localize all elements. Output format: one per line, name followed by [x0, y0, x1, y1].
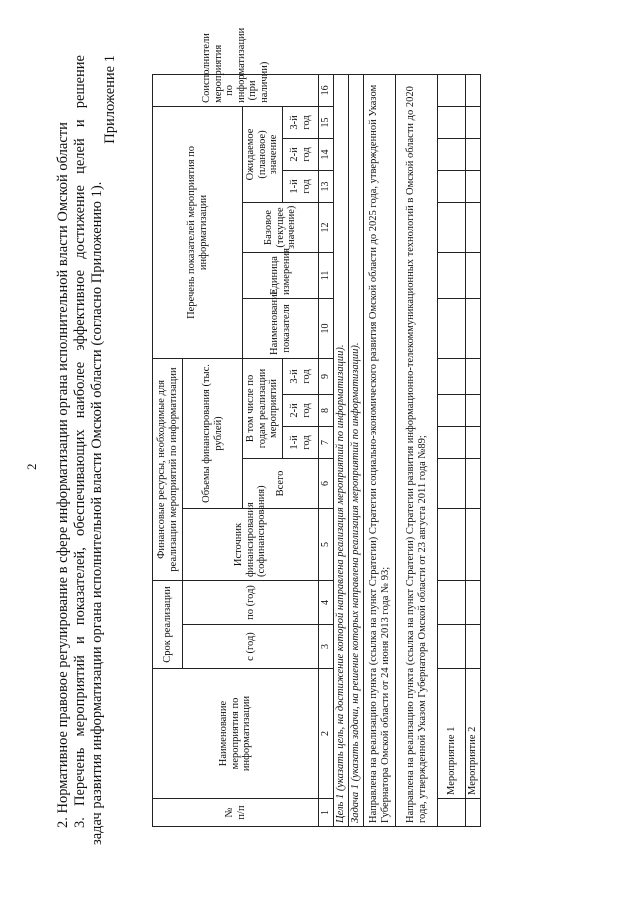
cell	[466, 458, 481, 508]
col-number: 3	[319, 625, 334, 669]
header-year-2: 2-й год	[283, 394, 319, 426]
header-expected-value: Ожидаемое (плановое) значение	[243, 106, 283, 202]
cell	[466, 394, 481, 426]
cell	[438, 74, 466, 106]
cell	[466, 799, 481, 827]
header-indicators: Перечень показателей мероприятия по информатизации	[153, 106, 243, 358]
intro-item-3-line-1: 3. Перечень мероприятий и показателей, обеспечивающих наиболее эффективное достижение целей и решение	[72, 55, 88, 828]
cell	[466, 298, 481, 358]
header-total: Всего	[243, 458, 319, 508]
col-number: 7	[319, 426, 334, 458]
cell	[466, 202, 481, 252]
header-indicator-name: Наименование показателя	[243, 298, 319, 358]
cell	[438, 394, 466, 426]
cell	[466, 358, 481, 394]
header-year-1: 1-й год	[283, 426, 319, 458]
appendix-label: Приложение 1	[102, 55, 118, 144]
cell	[466, 138, 481, 170]
cell	[438, 580, 466, 624]
cell	[438, 426, 466, 458]
page-number: 2	[24, 463, 39, 470]
direction-text-1: Направлена на реализацию пункта (ссылка на пункт Стратегии) Стратегии социально-экономического развития Омской области до 2025 года, утвержденной Указом Губернатора Омской области от 24 июня 2013 года № 93;	[364, 74, 396, 826]
direction-row-2	[396, 74, 438, 826]
header-period: Срок реализации	[153, 580, 183, 668]
col-number: 12	[319, 202, 334, 252]
header-expected-year-2: 2-й год	[283, 138, 319, 170]
goal-text: Цель 1 (указать цель, на достижение которой направлена реализация мероприятий по информатизации).	[334, 74, 349, 826]
intro-item-2: 2. Нормативное правовое регулирование в сфере информатизации органа исполнительной власти Омской области	[55, 122, 71, 828]
cell	[438, 138, 466, 170]
col-number: 13	[319, 170, 334, 202]
cell	[438, 358, 466, 394]
col-number: 16	[319, 74, 334, 106]
header-unit: Единица измерения	[243, 252, 319, 298]
task-row	[349, 74, 364, 826]
measures-table	[152, 27, 481, 827]
header-source: Источник финансирования (софинансирования)	[183, 508, 319, 580]
cell	[466, 74, 481, 106]
task-text: Задача 1 (указать задачи, на решение которых направлена реализация мероприятий по информатизации).	[349, 74, 364, 826]
intro-text	[55, 55, 106, 845]
cell	[438, 170, 466, 202]
header-num: № п/п	[153, 799, 319, 827]
cell	[438, 458, 466, 508]
header-row-1	[153, 74, 183, 826]
header-coexecutors: Соисполнители мероприятия по информатизации (при наличии)	[153, 74, 319, 106]
header-from-year: с (год)	[183, 625, 319, 669]
column-numbers-row	[319, 74, 334, 826]
cell	[466, 580, 481, 624]
cell	[438, 202, 466, 252]
col-number: 4	[319, 580, 334, 624]
cell	[438, 106, 466, 138]
cell	[466, 508, 481, 580]
event-1-name: Мероприятие 1	[438, 669, 466, 799]
cell	[438, 625, 466, 669]
cell	[438, 252, 466, 298]
header-year-3: 3-й год	[283, 358, 319, 394]
cell	[466, 625, 481, 669]
col-number: 1	[319, 799, 334, 827]
col-number: 9	[319, 358, 334, 394]
cell	[466, 106, 481, 138]
col-number: 14	[319, 138, 334, 170]
col-number: 11	[319, 252, 334, 298]
cell	[438, 298, 466, 358]
cell	[466, 426, 481, 458]
header-expected-year-3: 3-й год	[283, 106, 319, 138]
header-to-year: по (год)	[183, 580, 319, 624]
intro-item-3-line-2: задач развития информатизации органа исполнительной власти Омской области (согласно Приложению 1).	[89, 181, 105, 845]
col-number: 5	[319, 508, 334, 580]
event-row-1	[438, 74, 466, 826]
cell	[438, 508, 466, 580]
direction-text-2: Направлена на реализацию пункта (ссылка на пункт Стратегии) Стратегии развития информационно-телекоммуникационных технологий в Омской области до 2020 года, утвержденной Указом Губернатора Омской области от 23 августа 2011 года №89;	[396, 74, 438, 826]
goal-row	[334, 74, 349, 826]
direction-row-1	[364, 74, 396, 826]
header-volume: Объемы финансирования (тыс. рублей)	[183, 358, 243, 508]
cell	[466, 170, 481, 202]
col-number: 15	[319, 106, 334, 138]
header-expected-year-1: 1-й год	[283, 170, 319, 202]
header-financing: Финансовые ресурсы, необходимые для реализации мероприятий по информатизации	[153, 358, 183, 580]
col-number: 2	[319, 669, 334, 799]
event-row-2	[466, 74, 481, 826]
col-number: 10	[319, 298, 334, 358]
cell	[438, 799, 466, 827]
col-number: 6	[319, 458, 334, 508]
col-number: 8	[319, 394, 334, 426]
header-base-value: Базовое (текущее значение)	[243, 202, 319, 252]
cell	[466, 252, 481, 298]
event-2-name: Мероприятие 2	[466, 669, 481, 799]
header-name: Наименование мероприятия по информатизации	[153, 669, 319, 799]
header-by-year: В том числе по годам реализации мероприятий	[243, 358, 283, 458]
